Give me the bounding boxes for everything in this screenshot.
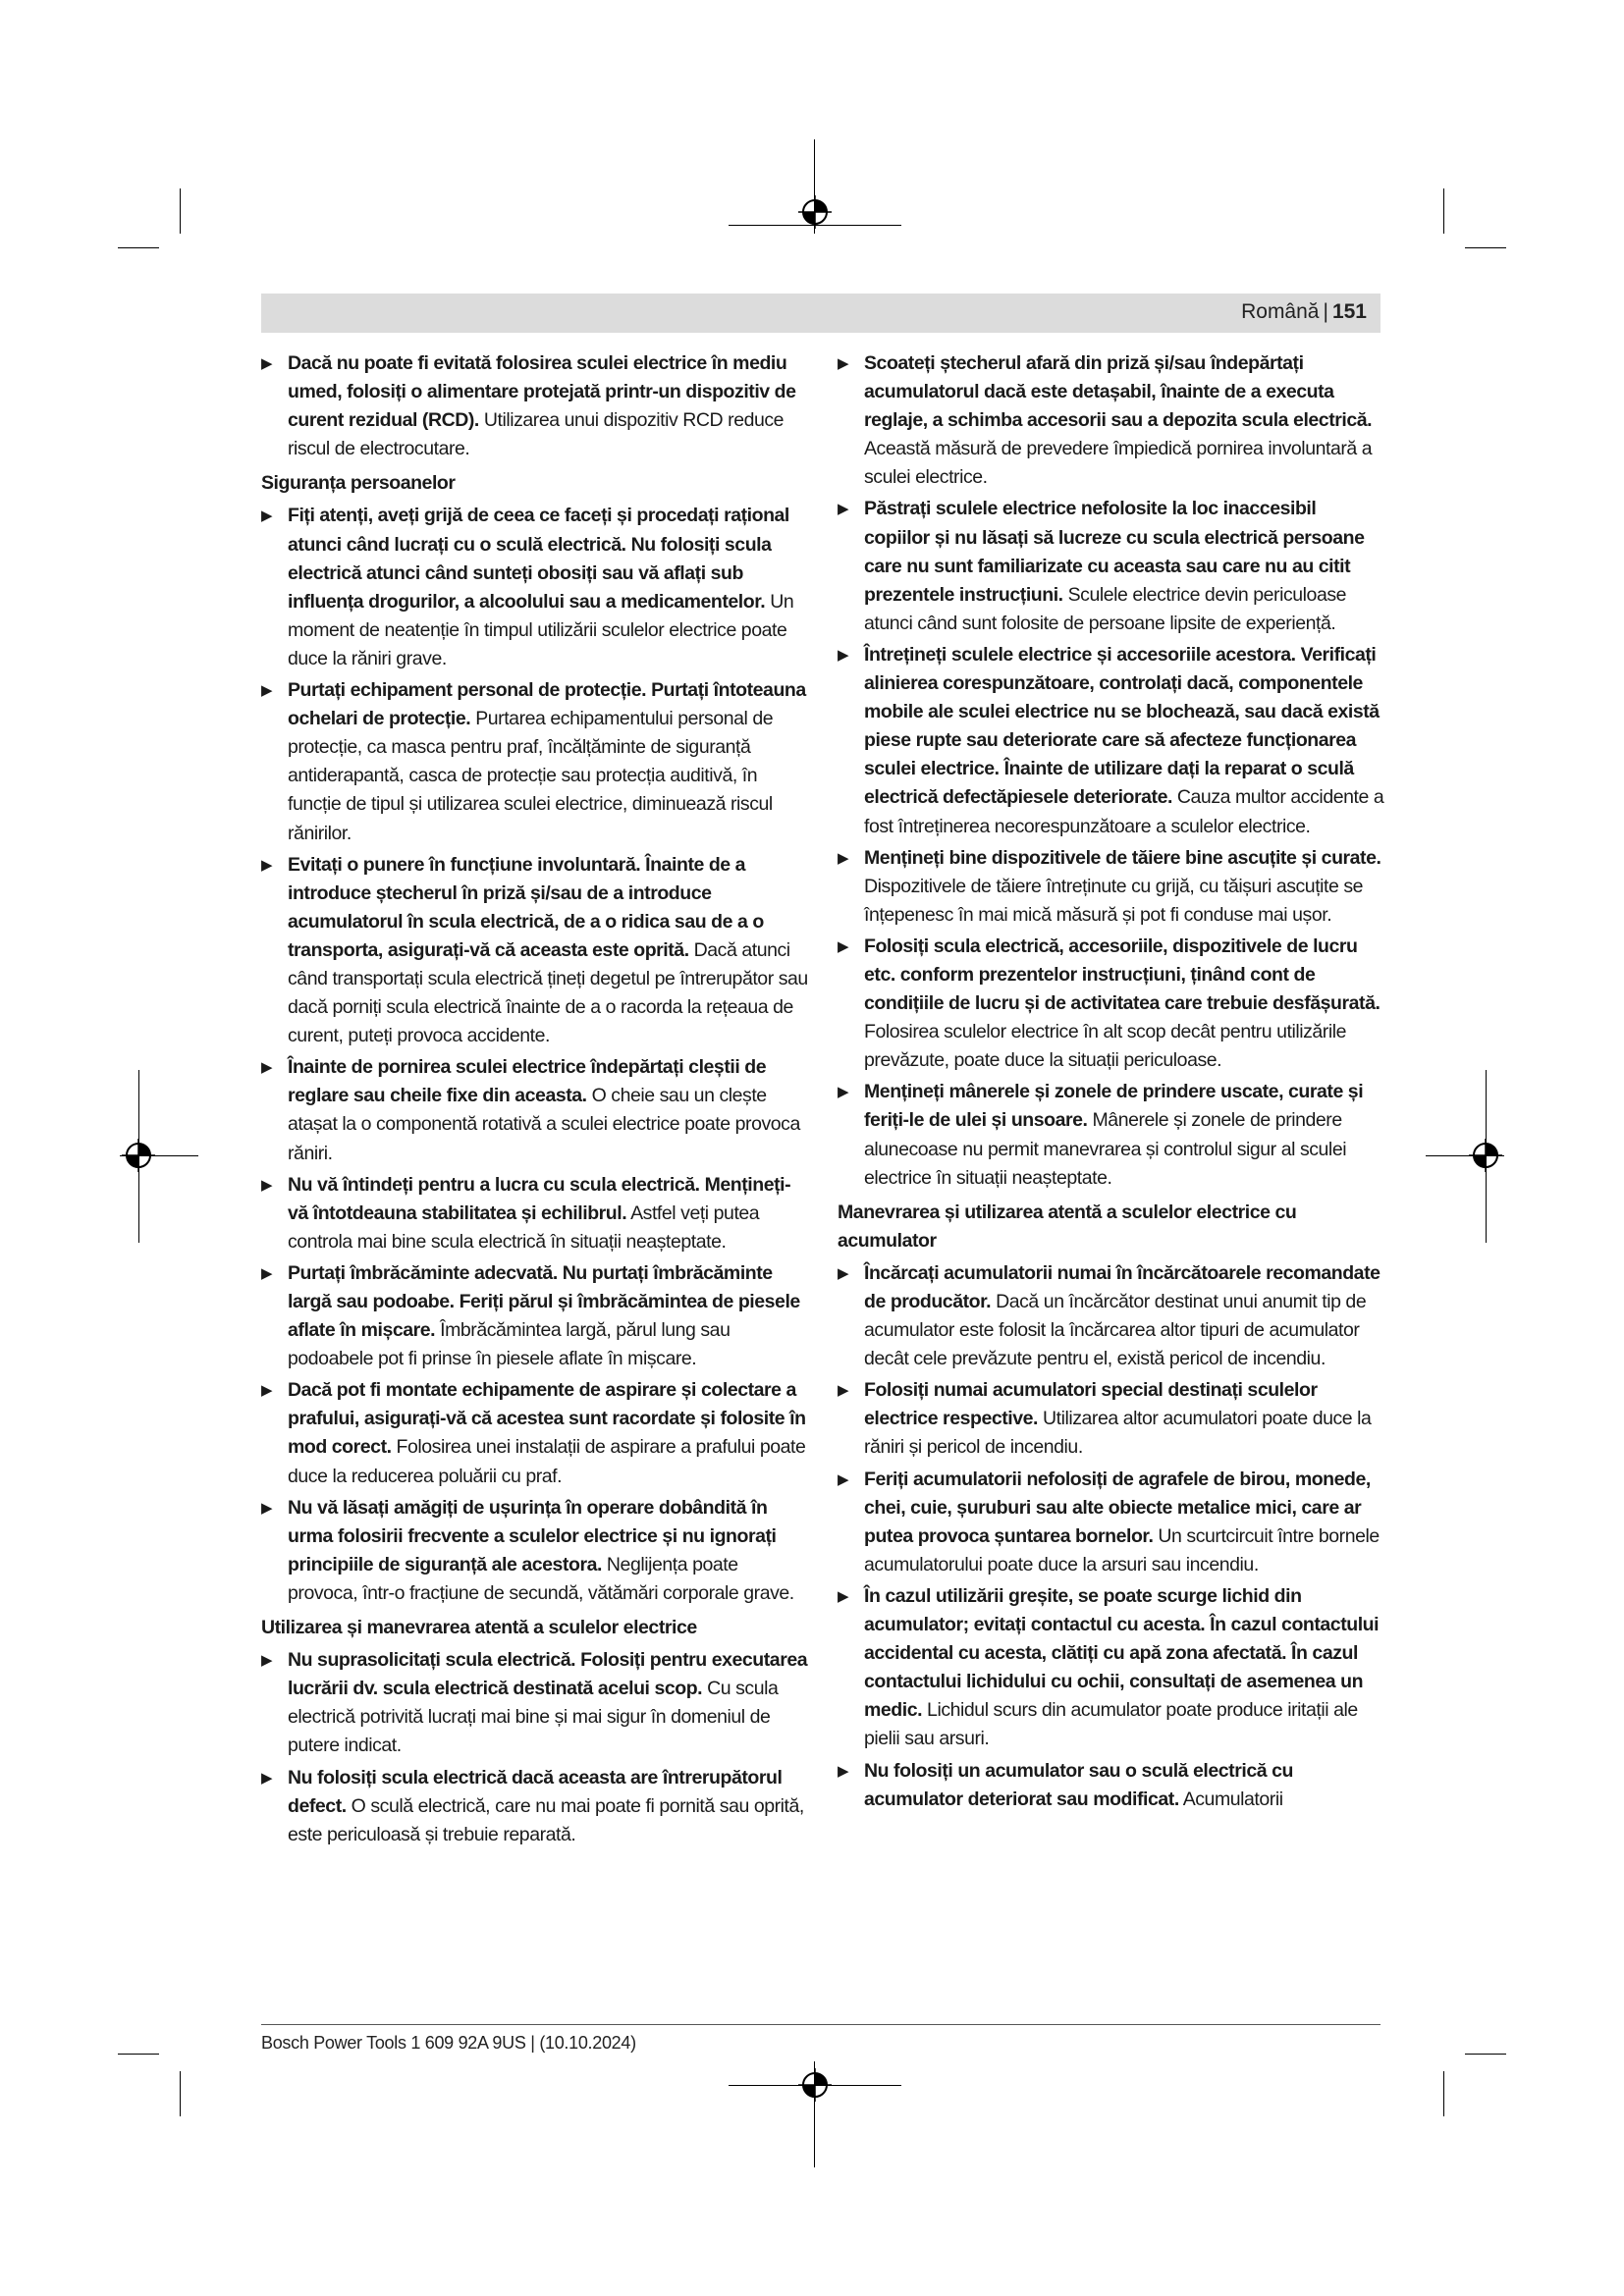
list-item: [838, 1078, 1385, 1192]
instruction-explanation: Dacă atunci când transportați scula electrică țineți degetul pe întrerupător sau dacă porniți scula electrică înainte de a o racorda la rețeaua de curent, puteți provoca accidente.: [288, 938, 808, 1047]
list-item: [261, 349, 809, 463]
instruction-bold: Întrețineți sculele electrice și accesoriile acestora. Verificați alinierea corespunzătoare, controlați dacă, componentele mobile ale sculei electrice nu se blochează, sau dacă există piese rupte sau deteriorate care să afecteze funcționarea sculei electrice. Înainte de utilizare dați la reparat o sculă electrică defectăpiesele deteriorate.: [864, 643, 1380, 809]
list-item: [261, 676, 809, 848]
list-item: [261, 1764, 809, 1849]
crop-mark-br-h: [1465, 2054, 1506, 2055]
triangle-right-icon: ▶: [261, 682, 273, 700]
triangle-right-icon: ▶: [261, 1652, 273, 1670]
instruction-bold: Scoateți ștecherul afară din priză și/sau îndepărtați acumulatorul dacă este detașabil, înainte de a executa reglaje, a schimba accesorii sau a depozita scula electrică.: [864, 352, 1373, 432]
triangle-right-icon: ▶: [261, 1264, 273, 1282]
list-item: [838, 933, 1385, 1075]
list-item: [261, 1376, 809, 1490]
triangle-right-icon: ▶: [838, 501, 849, 518]
instruction-bold: Evitați o punere în funcțiune involuntară. Înainte de a introduce ștecherul în priză și/sau de a introduce acumulatorul în scula electrică, de a o ridica sau de a o transporta, asigurați-vă că aceasta este oprită.: [288, 853, 764, 961]
tool-use-list: [261, 1646, 809, 1849]
triangle-right-icon: ▶: [261, 507, 273, 525]
instruction-explanation: Lichidul scurs din acumulator poate produce iritații ale pielii sau arsuri.: [864, 1699, 1358, 1750]
instruction-bold: Nu suprasolicitați scula electrică. Folosiți pentru executarea lucrării dv. scula electrică destinată acelui scop.: [288, 1649, 808, 1700]
list-item: [838, 495, 1385, 637]
header-separator: |: [1323, 300, 1328, 323]
triangle-right-icon: ▶: [261, 1382, 273, 1400]
header-text: [1241, 297, 1367, 327]
list-item: [261, 851, 809, 1051]
instruction-explanation: Purtarea echipamentului personal de protecție, ca masca pentru praf, încălțăminte de siguranță antiderapantă, casca de protecție sau protecția auditivă, în funcție de tipul și utilizarea sculei electrice, diminuează riscul rănirilor.: [288, 708, 774, 844]
triangle-right-icon: ▶: [261, 1176, 273, 1194]
crop-mark-tr-h: [1465, 247, 1506, 248]
footer-text: Bosch Power Tools 1 609 92A 9US | (10.10.2024): [261, 2033, 636, 2053]
triangle-right-icon: ▶: [838, 1264, 849, 1282]
instruction-bold: Păstrați sculele electrice nefolosite la loc inaccesibil copiilor și nu lăsați să lucreze cu scula electrică persoane care nu sunt familiarizate cu aceasta sau care nu au citit prezentele instrucțiuni.: [864, 498, 1365, 606]
instruction-bold: Nu vă întindeți pentru a lucra cu scula electrică. Mențineți-vă întotdeauna stabilitatea și echilibrul.: [288, 1173, 791, 1224]
section-heading-tool-use: Utilizarea și manevrarea atentă a sculelor electrice: [261, 1617, 697, 1639]
list-item: [838, 1259, 1385, 1373]
list-item: [261, 1646, 809, 1760]
instruction-explanation: Utilizarea unui dispozitiv RCD reduce riscul de electrocutare.: [288, 409, 785, 460]
list-item: [261, 502, 809, 673]
instruction-bold: Nu folosiți scula electrică dacă aceasta are întrerupătorul defect.: [288, 1766, 783, 1817]
list-item: [838, 641, 1385, 841]
page-header: [261, 294, 1380, 333]
crosshair-registration-icon: [122, 1139, 155, 1172]
triangle-right-icon: ▶: [838, 646, 849, 664]
instruction-explanation: Acumulatorii: [1182, 1788, 1283, 1810]
instruction-bold: Fiți atenți, aveți grijă de ceea ce faceți și procedați rațional atunci când lucrați cu o sculă electrică. Nu folosiți scula electrică atunci când sunteți obosiți sau vă aflați sub influența drogurilor, a alcoolului sau a medicamentelor.: [288, 505, 789, 613]
crop-mark-tr-v: [1443, 188, 1444, 234]
triangle-right-icon: ▶: [261, 355, 273, 372]
triangle-right-icon: ▶: [838, 1470, 849, 1488]
list-item: [261, 1259, 809, 1373]
battery-tools-list: [838, 1259, 1385, 1814]
header-language: Română: [1241, 300, 1320, 323]
instruction-bold: Purtați echipament personal de protecție. Purtați întoteauna ochelari de protecție.: [288, 679, 806, 730]
instruction-bold: Încărcați acumulatorii numai în încărcătoarele recomandate de producător.: [864, 1261, 1380, 1312]
instruction-explanation: Această măsură de prevedere împiedică pornirea involuntară a sculei electrice.: [864, 438, 1373, 489]
instruction-bold: Folosiți scula electrică, accesoriile, dispozitivele de lucru etc. conform prezentelor instrucțiuni, ținând cont de condițiile de lucru și de activitatea care trebuie desfășurată.: [864, 934, 1380, 1015]
instruction-explanation: Dacă un încărcător destinat unui anumit tip de acumulator este folosit la încărcarea altor tipuri de acumulator decât cele prevăzute pentru el, există pericol de incendiu.: [864, 1291, 1367, 1370]
triangle-right-icon: ▶: [838, 1084, 849, 1101]
instruction-explanation: Cauza multor accidente a fost întreținerea necorespunzătoare a sculelor electrice.: [864, 786, 1384, 837]
triangle-right-icon: ▶: [838, 1382, 849, 1400]
list-item: [261, 1494, 809, 1608]
personal-safety-list: [261, 502, 809, 1608]
instruction-explanation: Folosirea sculelor electrice în alt scop decât pentru utilizările prevăzute, poate duce la situații periculoase.: [864, 1021, 1346, 1072]
list-item: [838, 1582, 1385, 1754]
instruction-explanation: Dispozitivele de tăiere întreținute cu grijă, cu tăișuri ascuțite se înțepenesc în mai mică măsură și pot fi conduse mai ușor.: [864, 875, 1364, 926]
triangle-right-icon: ▶: [838, 1587, 849, 1605]
footer-divider: [261, 2024, 1380, 2025]
instruction-explanation: O cheie sau un clește atașat la o componentă rotativă a sculei electrice poate provoca răniri.: [288, 1085, 800, 1164]
instruction-bold: Nu vă lăsați amăgiți de ușurința în operare dobândită în urma folosirii frecvente a sculelor electrice și nu ignorați principiile de siguranță ale acestora.: [288, 1496, 777, 1575]
list-item: [838, 1757, 1385, 1814]
tool-use-list-continued: [838, 349, 1385, 1193]
triangle-right-icon: ▶: [261, 856, 273, 874]
crosshair-registration-icon: [798, 2068, 832, 2102]
instruction-bold: Mențineți mânerele și zonele de prindere uscate, curate și feriți-le de ulei și unsoare.: [864, 1081, 1364, 1132]
section-heading-personal-safety: Siguranța persoanelor: [261, 472, 456, 495]
crop-mark-tl-v: [180, 188, 181, 234]
crop-mark-bl-h: [118, 2054, 159, 2055]
crop-mark-tl-h: [118, 247, 159, 248]
triangle-right-icon: ▶: [838, 355, 849, 372]
instruction-bold: Purtați îmbrăcăminte adecvată. Nu purtați îmbrăcăminte largă sau podoabe. Feriți părul și îmbrăcămintea de piesele aflate în mișcare.: [288, 1261, 800, 1342]
triangle-right-icon: ▶: [261, 1769, 273, 1787]
instruction-bold: Nu folosiți un acumulator sau o sculă electrică cu acumulator deteriorat sau modificat.: [864, 1759, 1293, 1810]
triangle-right-icon: ▶: [261, 1499, 273, 1517]
instruction-explanation: Astfel veți putea controla mai bine scula electrică în situații neașteptate.: [288, 1201, 760, 1253]
triangle-right-icon: ▶: [838, 849, 849, 867]
triangle-right-icon: ▶: [838, 937, 849, 955]
list-item: [261, 1171, 809, 1256]
instruction-explanation: Utilizarea altor acumulatori poate duce la răniri și pericol de incendiu.: [864, 1408, 1372, 1459]
crosshair-registration-icon: [1469, 1139, 1502, 1172]
crosshair-registration-icon: [798, 195, 832, 229]
instruction-explanation: Îmbrăcămintea largă, părul lung sau podoabele pot fi prinse în piesele aflate în mișcare.: [288, 1319, 731, 1370]
instruction-explanation: O sculă electrică, care nu mai poate fi pornită sau oprită, este periculoasă și trebuie reparată.: [288, 1794, 804, 1845]
instruction-explanation: Mânerele și zonele de prindere alunecoase nu permit manevrarea și controlul sigur al sculei electrice în situații neașteptate.: [864, 1109, 1347, 1189]
page-number: 151: [1331, 300, 1367, 323]
instruction-bold: Feriți acumulatorii nefolosiți de agrafele de birou, monede, chei, cuie, șuruburi sau alte obiecte metalice mici, care ar putea provoca șuntarea bornelor.: [864, 1468, 1371, 1547]
instruction-explanation: Sculele electrice devin periculoase atunci când sunt folosite de persoane lipsite de experiență.: [864, 583, 1347, 634]
instruction-bold: Dacă pot fi montate echipamente de aspirare și colectare a prafului, asigurați-vă că acestea sunt racordate și folosite în mod corect.: [288, 1379, 806, 1459]
instruction-explanation: Neglijența poate provoca, într-o fracțiune de secundă, vătămări corporale grave.: [288, 1553, 794, 1604]
right-column: [838, 349, 1385, 1817]
instruction-explanation: Cu scula electrică potrivită lucrați mai bine și mai sigur în domeniul de putere indicat.: [288, 1678, 779, 1757]
crop-mark-br-v: [1443, 2071, 1444, 2116]
list-item: [838, 844, 1385, 930]
instruction-bold: Înainte de pornirea sculei electrice îndepărtați cleștii de reglare sau cheile fixe din aceasta.: [288, 1056, 767, 1107]
triangle-right-icon: ▶: [261, 1059, 273, 1077]
left-column: [261, 349, 809, 1852]
instruction-bold: Mențineți bine dispozitivele de tăiere bine ascuțite și curate.: [864, 846, 1381, 869]
instruction-explanation: Folosirea unei instalații de aspirare a prafului poate duce la reducerea poluării cu praf.: [288, 1436, 806, 1487]
list-item: [838, 1466, 1385, 1579]
crop-mark-bl-v: [180, 2071, 181, 2116]
list-item: [838, 349, 1385, 492]
instruction-explanation: Un moment de neatenție în timpul utilizării sculelor electrice poate duce la răniri grave.: [288, 590, 794, 669]
triangle-right-icon: ▶: [838, 1762, 849, 1780]
section-heading-battery-tools: Manevrarea și utilizarea atentă a sculelor electrice cu acumulator: [838, 1201, 1297, 1252]
list-item: [261, 1053, 809, 1167]
instruction-explanation: Un scurtcircuit între bornele acumulatorului poate duce la arsuri sau incendiu.: [864, 1524, 1380, 1575]
list-item: [838, 1376, 1385, 1462]
instruction-bold: În cazul utilizării greșite, se poate scurge lichid din acumulator; evitați contactul cu acesta. În cazul contactului accidental cu acesta, clătiți cu apă zona afectată. În cazul contactului lichidului cu ochii, consultați de asemenea un medic.: [864, 1584, 1380, 1722]
intro-list: [261, 349, 809, 463]
instruction-bold: Dacă nu poate fi evitată folosirea sculei electrice în mediu umed, folosiți o alimentare protejată printr-un dispozitiv de curent rezidual (RCD).: [288, 352, 796, 432]
instruction-bold: Folosiți numai acumulatori special destinați sculelor electrice respective.: [864, 1379, 1318, 1430]
